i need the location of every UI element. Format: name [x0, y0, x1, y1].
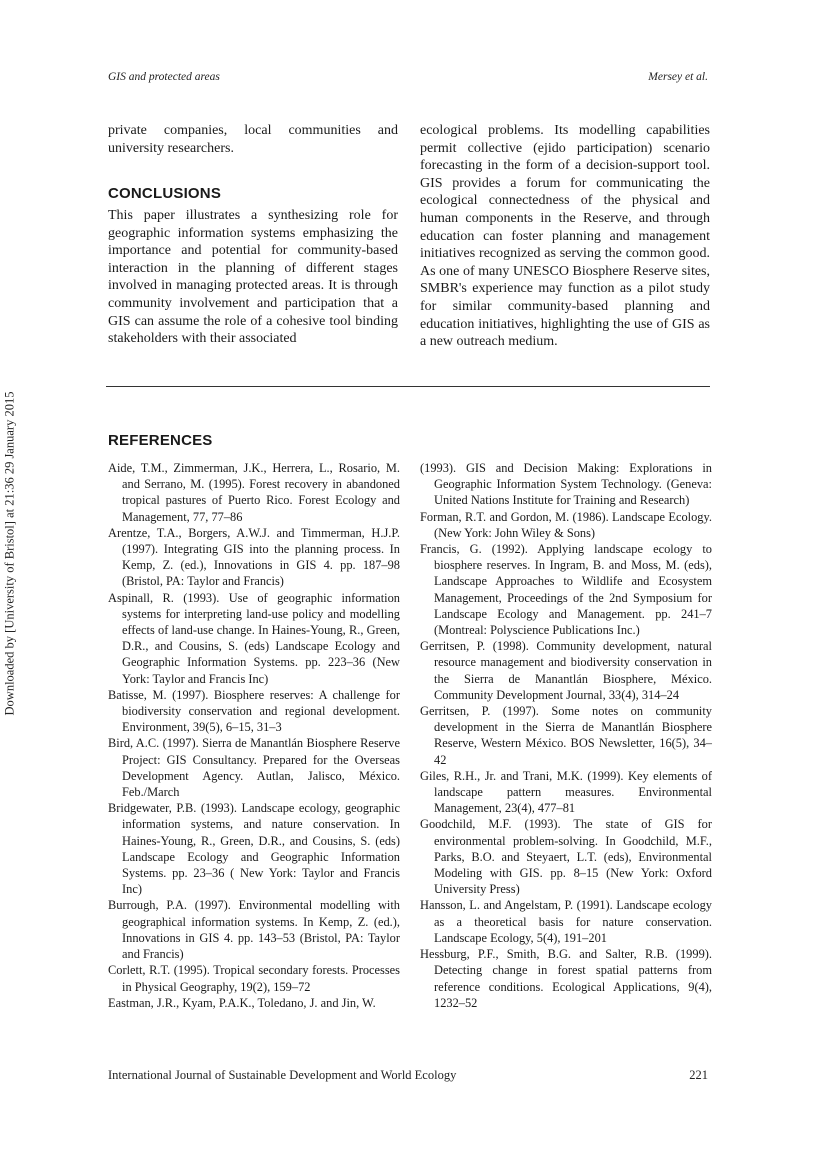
paragraph-text: ecological problems. Its modelling capabilities permit collective (ejido participation) scenario forecasting in the form of a decision-support tool. GIS provides a forum for communicating the ecological connectedness of the physical and human components in the Reserve, and through education can foster planning and management initiatives recognized as serving the common good. As one of many UNESCO Biosphere Reserve sites, SMBR's experience may function as a pilot study for similar community-based planning and education initiatives, highlighting the use of GIS as a new outreach medium.: [420, 123, 710, 350]
reference-entry: Hansson, L. and Angelstam, P. (1991). Landscape ecology as a theoretical basis for nature conservation. Landscape Ecology, 5(4), 191–201: [420, 898, 712, 945]
body-paragraph-left-top: [108, 122, 398, 157]
reference-entry: Forman, R.T. and Gordon, M. (1986). Landscape Ecology. (New York: John Wiley & Sons): [420, 509, 712, 540]
reference-entry: Batisse, M. (1997). Biosphere reserves: A challenge for biodiversity conservation and regional development. Environment, 39(5), 6–15, 31–3: [108, 687, 400, 735]
reference-entry: Bridgewater, P.B. (1993). Landscape ecology, geographic information systems, and nature conservation. In Haines-Young, R., Green, D.R., and Cousins, S. (eds) Landscape Ecology and Geographic Information Systems. pp. 23–36 ( New York: Taylor and Francis Inc): [108, 801, 400, 897]
paragraph-text: private companies, local communities and university researchers.: [108, 123, 398, 156]
reference-entry: Eastman, J.R., Kyam, P.A.K., Toledano, J. and Jin, W.: [108, 995, 376, 1010]
reference-entry: Burrough, P.A. (1997). Environmental modelling with geographical information systems. In Kemp, Z. (ed.), Innovations in GIS 4. pp. 143–53 (Bristol, PA: Taylor and Francis): [108, 898, 400, 962]
reference-entry: Aspinall, R. (1993). Use of geographic information systems for interpreting land-use policy and modelling effects of land-use change. In Haines-Young, R., Green, D.R., and Cousins, S. (eds) Landscape Ecology and Geographic Information Systems. pp. 223–36 (New York: Taylor and Francis Inc): [108, 590, 400, 686]
reference-entry: Aide, T.M., Zimmerman, J.K., Herrera, L., Rosario, M. and Serrano, M. (1995). Forest recovery in abandoned tropical pastures of Puerto Rico. Forest Ecology and Management, 77, 77–86: [108, 461, 400, 524]
references-heading: REFERENCES: [108, 432, 213, 449]
reference-entry: Goodchild, M.F. (1993). The state of GIS for environmental problem-solving. In Goodchild, M.F., Parks, B.O. and Steyaert, L.T. (eds), Environmental Modeling with GIS. pp. 8–15 (New York: Oxford University Press): [420, 817, 712, 897]
reference-entry: Gerritsen, P. (1998). Community development, natural resource management and biodiversity conservation in the Sierra de Manantlán Biosphere, México. Community Development Journal, 33(4), 314–24: [420, 639, 712, 702]
reference-entry: Gerritsen, P. (1997). Some notes on community development in the Sierra de Manantlán Biosphere Reserve, Western México. BOS Newsletter, 16(5), 34–42: [420, 704, 712, 767]
references-column-right: [420, 460, 712, 1011]
reference-entry: Corlett, R.T. (1995). Tropical secondary forests. Processes in Physical Geography, 19(2), 159–72: [108, 963, 400, 994]
footer-journal-name: International Journal of Sustainable Development and World Ecology: [108, 1068, 457, 1082]
reference-entry: Arentze, T.A., Borgers, A.W.J. and Timmerman, H.J.P. (1997). Integrating GIS into the planning process. In Kemp, Z. (ed.), Innovations in GIS 4. pp. 187–98 (Bristol, PA: Taylor and Francis): [108, 525, 400, 589]
body-paragraph-right: [420, 122, 710, 351]
conclusions-paragraph: [108, 207, 398, 348]
reference-entry: Giles, R.H., Jr. and Trani, M.K. (1999). Key elements of landscape pattern measures. Environmental Management, 23(4), 477–81: [420, 768, 712, 816]
reference-entry: (1993). GIS and Decision Making: Explorations in Geographic Information System Technology. (Geneva: United Nations Institute for Training and Research): [420, 461, 712, 508]
running-header-authors: Mersey et al.: [648, 71, 708, 83]
download-watermark: Downloaded by [University of Bristol] at 21:36 29 January 2015: [2, 391, 17, 716]
reference-entry: Hessburg, P.F., Smith, B.G. and Salter, R.B. (1999). Detecting change in forest spatial patterns from reference conditions. Ecological Applications, 9(4), 1232–52: [420, 947, 712, 1010]
reference-entry: Bird, A.C. (1997). Sierra de Manantlán Biosphere Reserve Project: GIS Consultancy. Prepared for the Overseas Development Agency. Autlan, Jalisco, México. Feb./March: [108, 736, 400, 800]
page-number: 221: [689, 1068, 708, 1082]
references-column-left: [108, 460, 400, 1011]
running-header-title: GIS and protected areas: [108, 71, 220, 83]
paragraph-text: This paper illustrates a synthesizing role for geographic information systems emphasizing the importance and potential for community-based interaction in the planning of different stages involved in managing protected areas. It is through community involvement and participation that a GIS can assume the role of a cohesive tool binding stakeholders with their associated: [108, 208, 398, 347]
reference-entry: Francis, G. (1992). Applying landscape ecology to biosphere reserves. In Ingram, B. and Moss, M. (eds), Landscape Approaches to Wildlife and Ecosystem Management, Proceedings of the 2nd Symposium for Landscape Ecology and Management. pp. 241–7 (Montreal: Polyscience Publications Inc.): [420, 542, 712, 638]
conclusions-heading: CONCLUSIONS: [108, 185, 222, 202]
section-divider: [106, 386, 710, 387]
